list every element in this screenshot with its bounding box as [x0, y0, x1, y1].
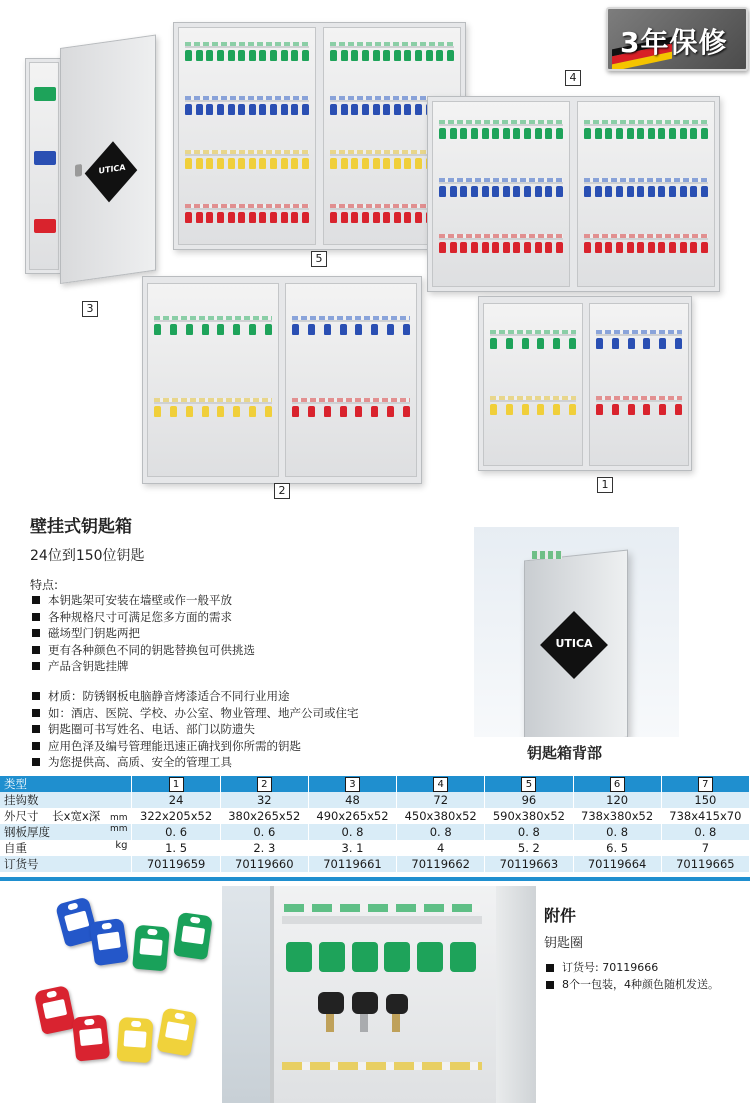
cabinet-closeup-photo [222, 886, 536, 1103]
table-cell: 70119665 [661, 856, 749, 872]
table-cell: 48 [308, 792, 396, 808]
table-cell: 96 [485, 792, 573, 808]
key-tag-yellow [156, 1007, 197, 1056]
table-row [0, 824, 750, 840]
lock-icon [75, 164, 82, 177]
list-item: 本钥匙架可安装在墙壁或作一般平放 [30, 592, 255, 609]
table-header [0, 776, 750, 792]
table-cell: 2. 3 [220, 840, 308, 856]
type-number: 2 [257, 777, 272, 792]
table-cell: 0. 8 [308, 824, 396, 840]
warranty-text: 3年保修 [620, 26, 728, 59]
accessory-title: 附件 [544, 906, 577, 925]
list-item: 订货号: 70119666 [544, 960, 719, 977]
table-cell: 6. 5 [573, 840, 661, 856]
image-number-1: 1 [597, 477, 613, 493]
table-cell: 70119660 [220, 856, 308, 872]
details-list [30, 688, 359, 771]
table-cell: 0. 8 [485, 824, 573, 840]
cabinet-back-photo [474, 527, 679, 737]
table-cell: 450x380x52 [397, 808, 485, 824]
list-item: 钥匙圈可书写姓名、电话、部门以防遗失 [30, 721, 359, 738]
back-caption: 钥匙箱背部 [527, 744, 603, 762]
table-cell: 590x380x52 [485, 808, 573, 824]
row-label: 订货号 [4, 857, 39, 871]
cabinet-3 [25, 58, 63, 274]
warranty-badge [606, 7, 748, 71]
table-row [0, 808, 750, 824]
key-tag-blue [89, 918, 129, 966]
table-cell: 4 [397, 840, 485, 856]
type-number: 7 [698, 777, 713, 792]
row-unit: kg [115, 840, 128, 851]
list-item: 材质：防锈钢板电脑静音烤漆适合不同行业用途 [30, 688, 359, 705]
row-label: 自重 [4, 841, 27, 855]
image-number-5: 5 [311, 251, 327, 267]
list-item: 更有各种颜色不同的钥匙替换包可供挑选 [30, 642, 255, 659]
table-cell: 322x205x52 [132, 808, 220, 824]
table-cell: 0. 8 [573, 824, 661, 840]
row-sublabel: 长x宽x深 [52, 809, 101, 823]
key-tags-photo [30, 890, 215, 1095]
table-cell: 70119661 [308, 856, 396, 872]
features-label: 特点: [30, 578, 59, 592]
accessory-subtitle: 钥匙圈 [544, 936, 584, 951]
product-illustration [0, 0, 750, 505]
spec-table [0, 776, 750, 872]
table-cell: 7 [661, 840, 749, 856]
table-cell: 70119659 [132, 856, 220, 872]
row-label: 外尺寸 [4, 809, 39, 823]
type-number: 6 [610, 777, 625, 792]
header-label: 类型 [0, 776, 132, 792]
cabinet-4 [427, 96, 720, 292]
key-tag-yellow [117, 1017, 154, 1063]
list-item: 磁场型门钥匙两把 [30, 625, 255, 642]
list-item: 产品含钥匙挂牌 [30, 658, 255, 675]
table-cell: 738x415x70 [661, 808, 749, 824]
type-number: 1 [169, 777, 184, 792]
table-cell: 0. 8 [661, 824, 749, 840]
cabinet-2 [142, 276, 422, 484]
table-cell: 32 [220, 792, 308, 808]
table-cell: 150 [661, 792, 749, 808]
cabinet-1 [478, 296, 692, 471]
table-cell: 0. 8 [397, 824, 485, 840]
key-tag-red [34, 985, 76, 1035]
cabinet-5 [173, 22, 466, 250]
table-row [0, 856, 750, 872]
section-divider [0, 877, 750, 881]
table-cell: 5. 2 [485, 840, 573, 856]
table-row [0, 792, 750, 808]
type-number: 4 [433, 777, 448, 792]
row-unit: mm [109, 813, 128, 823]
table-cell: 70119662 [397, 856, 485, 872]
brand-label: UTICA [98, 162, 126, 176]
list-item: 8个一包装，4种颜色随机发送。 [544, 977, 719, 994]
keys-icon [318, 992, 428, 1032]
brand-label: UTICA [555, 637, 593, 650]
list-item: 如：酒店、医院、学校、办公室、物业管理、地产公司或住宅 [30, 705, 359, 722]
key-tag-green [132, 925, 170, 972]
table-cell: 70119664 [573, 856, 661, 872]
table-cell: 70119663 [485, 856, 573, 872]
table-cell: 738x380x52 [573, 808, 661, 824]
type-number: 5 [521, 777, 536, 792]
table-cell: 0. 6 [132, 824, 220, 840]
features-list [30, 592, 255, 675]
list-item: 为您提供高、高质、安全的管理工具 [30, 754, 359, 771]
table-cell: 490x265x52 [308, 808, 396, 824]
table-cell: 24 [132, 792, 220, 808]
accessory-list [544, 960, 719, 993]
table-cell: 380x265x52 [220, 808, 308, 824]
row-unit: mm [109, 824, 128, 834]
row-label: 挂钩数 [4, 793, 39, 807]
image-number-4: 4 [565, 70, 581, 86]
list-item: 应用色泽及编号管理能迅速正确找到你所需的钥匙 [30, 738, 359, 755]
key-tag-red [72, 1014, 110, 1061]
key-tag-green [173, 912, 213, 960]
product-title: 壁挂式钥匙箱 [30, 517, 132, 537]
product-subtitle: 24位到150位钥匙 [30, 548, 145, 564]
table-cell: 72 [397, 792, 485, 808]
table-cell: 1. 5 [132, 840, 220, 856]
table-cell: 120 [573, 792, 661, 808]
table-cell: 0. 6 [220, 824, 308, 840]
table-row [0, 840, 750, 856]
row-label: 钢板厚度 [4, 825, 50, 839]
type-number: 3 [345, 777, 360, 792]
image-number-2: 2 [274, 483, 290, 499]
table-cell: 3. 1 [308, 840, 396, 856]
cabinet-3-door [60, 35, 156, 284]
list-item: 各种规格尺寸可满足您多方面的需求 [30, 609, 255, 626]
image-number-3: 3 [82, 301, 98, 317]
